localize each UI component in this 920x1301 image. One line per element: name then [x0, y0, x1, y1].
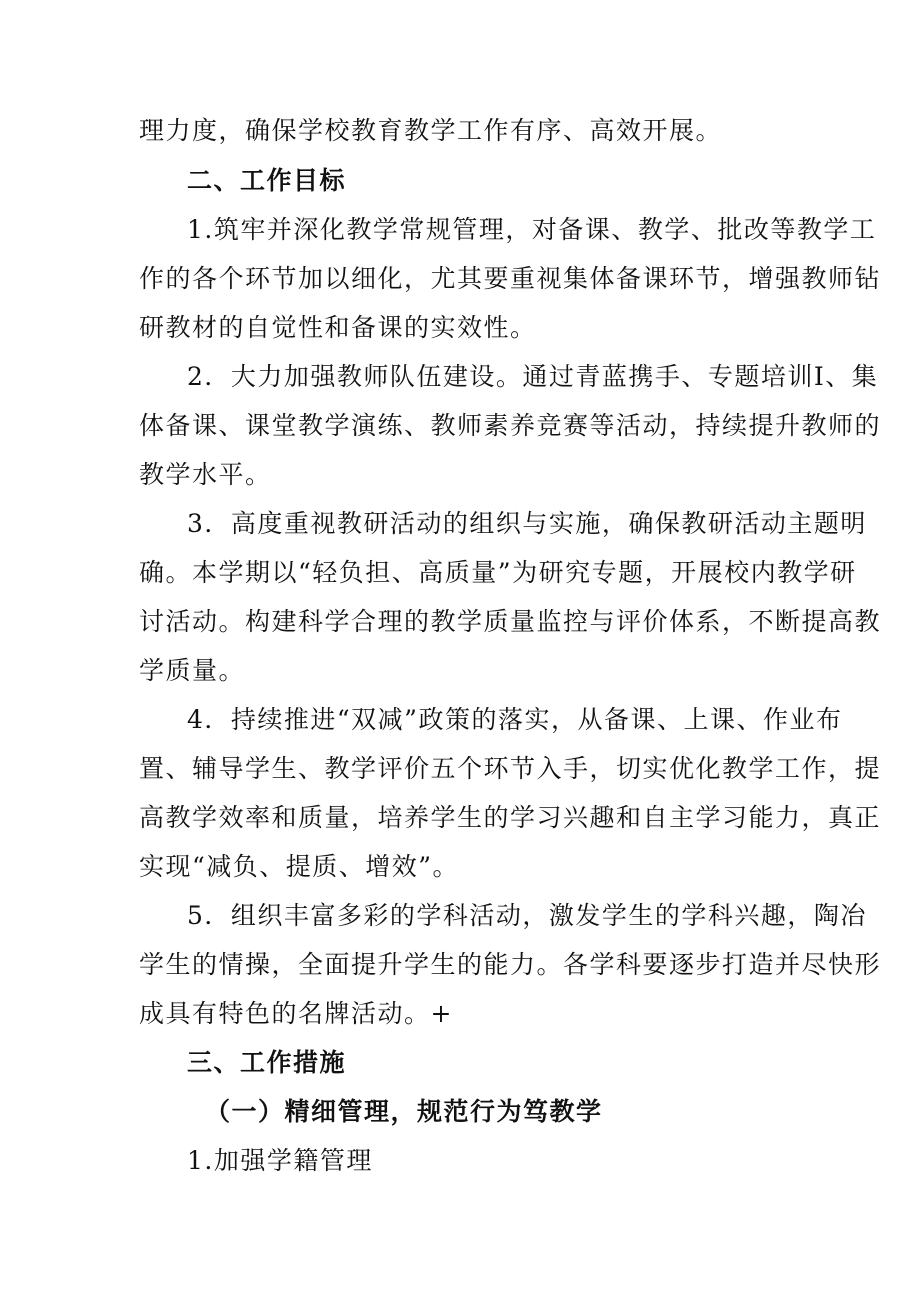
goal-5-line-3: 成具有特色的名牌活动。+ — [139, 999, 453, 1028]
measure-1-title: 1.加强学籍管理 — [187, 1146, 373, 1175]
goal-4-line-1: 4．持续推进“双减”政策的落实，从备课、上课、作业布 — [187, 705, 843, 734]
goal-4-line-4: 实现“减负、提质、增效”。 — [139, 852, 460, 881]
goal-2-line-2: 体备课、课堂教学演练、教师素养竞赛等活动，持续提升教师的 — [139, 411, 882, 440]
paragraph-line: 理力度，确保学校教育教学工作有序、高效开展。 — [139, 116, 723, 145]
goal-1-line-3: 研教材的自觉性和备课的实效性。 — [139, 313, 537, 342]
goal-3-line-2: 确。本学期以“轻负担、高质量”为研究专题，开展校内教学研 — [139, 558, 857, 587]
goal-1-line-2: 作的各个环节加以细化，尤其要重视集体备课环节，增强教师钻 — [139, 264, 882, 293]
section-heading-goals: 二、工作目标 — [187, 166, 347, 195]
goal-4-line-2: 置、辅导学生、教学评价五个环节入手，切实优化教学工作，提 — [139, 754, 882, 783]
goal-4-line-3: 高教学效率和质量，培养学生的学习兴趣和自主学习能力，真正 — [139, 803, 882, 832]
section-heading-measures: 三、工作措施 — [187, 1048, 347, 1077]
goal-5-line-1: 5．组织丰富多彩的学科活动，激发学生的学科兴趣，陶冶 — [187, 901, 867, 930]
goal-5-line-2: 学生的情操，全面提升学生的能力。各学科要逐步打造并尽快形 — [139, 950, 882, 979]
goal-2-line-1: 2．大力加强教师队伍建设。通过青蓝携手、专题培训I、集 — [187, 362, 879, 391]
goal-1-line-1: 1.筑牢并深化教学常规管理，对备课、教学、批改等教学工 — [187, 215, 877, 244]
subsection-heading: （一）精细管理，规范行为笃教学 — [205, 1097, 603, 1126]
goal-3-line-3: 讨活动。构建科学合理的教学质量监控与评价体系，不断提高教 — [139, 607, 882, 636]
goal-3-line-4: 学质量。 — [139, 656, 246, 685]
goal-3-line-1: 3．高度重视教研活动的组织与实施，确保教研活动主题明 — [187, 509, 867, 538]
goal-2-line-3: 教学水平。 — [139, 460, 272, 489]
